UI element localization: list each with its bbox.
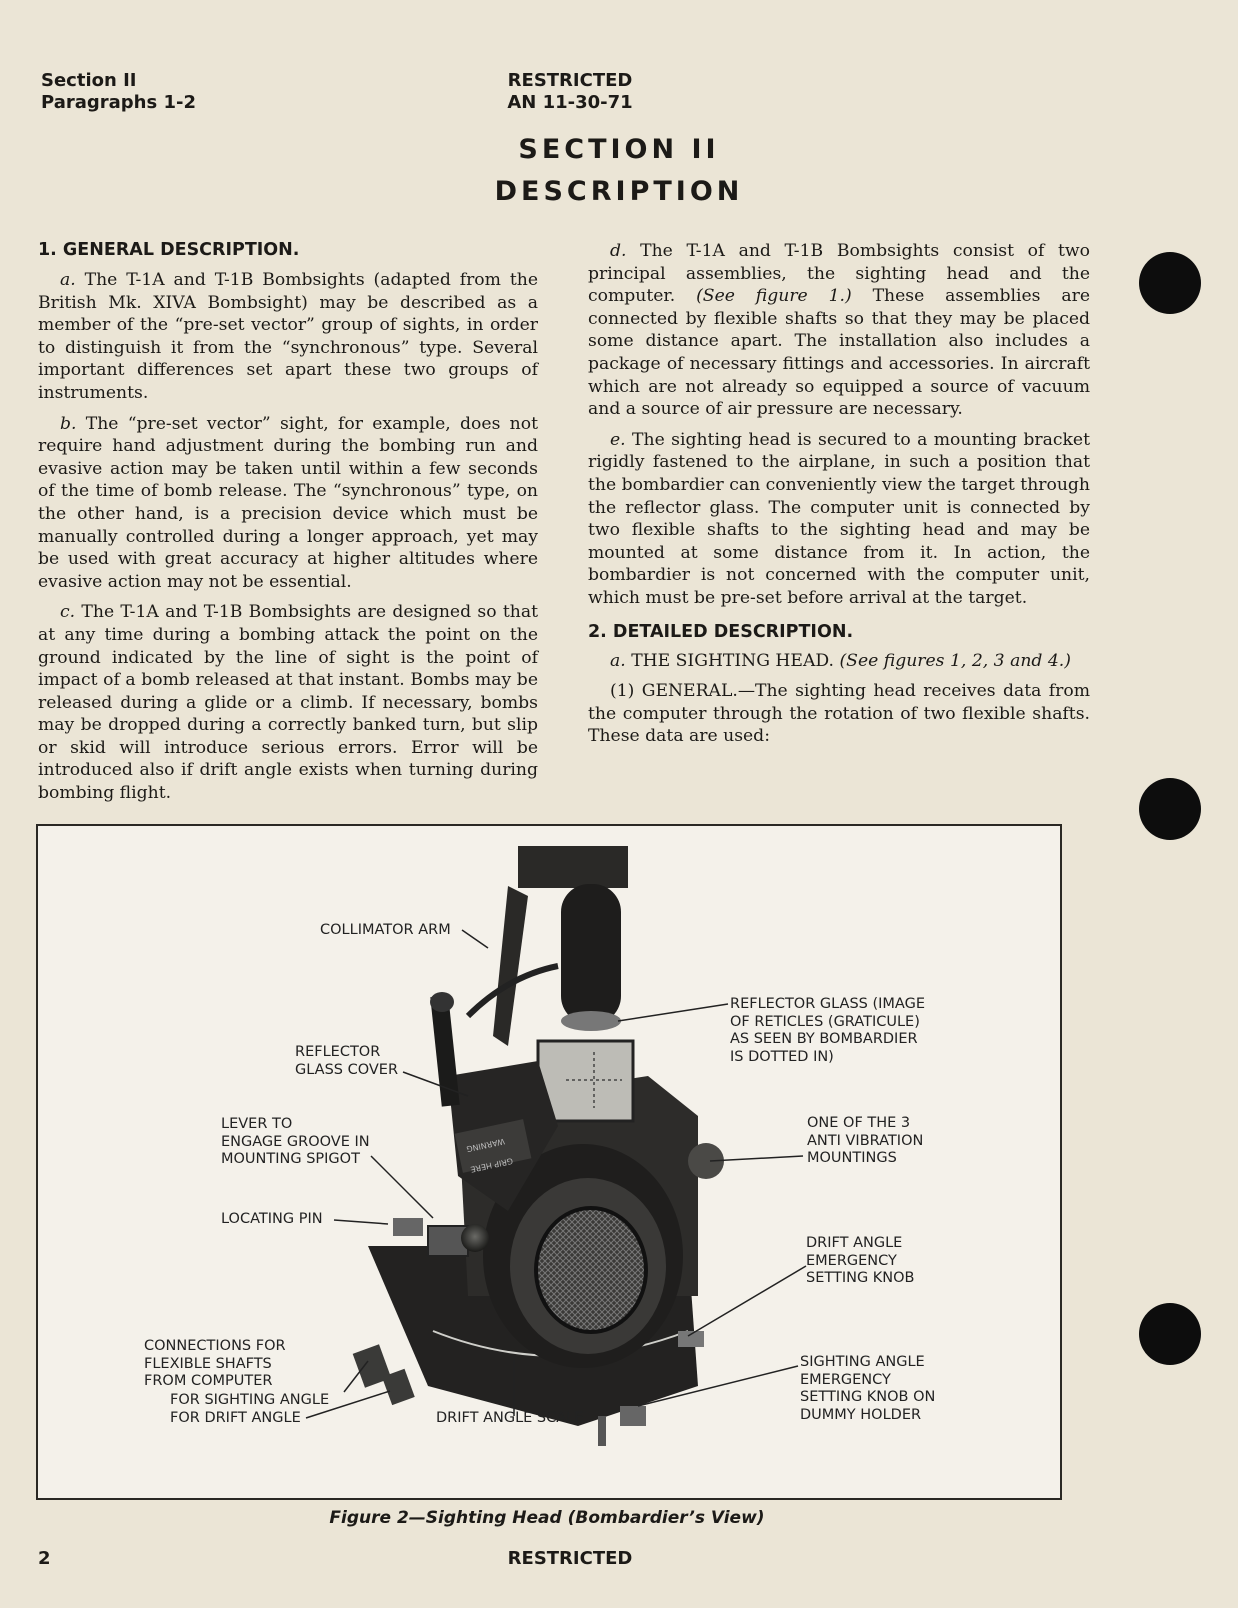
label-lever: LEVER TO ENGAGE GROOVE IN MOUNTING SPIGOT — [221, 1116, 370, 1167]
paragraph-text: THE SIGHTING HEAD. — [631, 650, 834, 671]
header-classification: RESTRICTED — [507, 70, 633, 91]
figure-caption: Figure 2—Sighting Head (Bombardier’s View) — [329, 1508, 765, 1528]
paragraph-text: The “pre-set vector” sight, for example, does not require hand adjustment during the bombing run and evasive action may be taken until within a few seconds of the time of bomb release. The “synchronous” type, on the other hand, is a precision device which must be manually controlled during a longer approach, yet may be used with great accuracy at higher altitudes where evasive action may not be essential. — [38, 413, 538, 592]
label-reflector-glass: REFLECTOR GLASS (IMAGE OF RETICLES (GRATICULE) AS SEEN BY BOMBARDIER IS DOTTED IN) — [730, 996, 925, 1065]
paragraph-marker: a. — [610, 650, 626, 671]
paragraph-text: The T-1A and T-1B Bombsights (adapted from the British Mk. XIVA Bombsight) may be described as a member of the “pre-set vector” group of sights, in order to distinguish it from the “synchronous” type. Several important differences set apart these two groups of instruments. — [38, 270, 539, 403]
punch-hole — [1139, 252, 1201, 314]
label-collimator-arm: COLLIMATOR ARM — [320, 922, 451, 938]
label-locating-pin: LOCATING PIN — [221, 1211, 323, 1227]
sub-paragraph-a — [588, 650, 1090, 673]
figure-reference: (See figures 1, 2, 3 and 4.) — [839, 650, 1071, 671]
figure-reference: (See figure 1.) — [696, 286, 852, 307]
label-anti-vibration: ONE OF THE 3 ANTI VIBRATION MOUNTINGS — [807, 1115, 924, 1166]
paragraph-marker: a. — [60, 270, 76, 290]
plate-warning: WARNING — [465, 1136, 506, 1154]
label-for-drift-angle: FOR DRIFT ANGLE — [170, 1410, 301, 1426]
paragraph-c — [38, 601, 538, 804]
paragraph-marker: e. — [610, 429, 626, 450]
document-number: AN 11-30-71 — [507, 92, 633, 113]
plate-grip-here: GRIP HERE — [469, 1156, 514, 1174]
left-column — [38, 240, 538, 813]
footer-classification: RESTRICTED — [507, 1548, 633, 1569]
label-drift-angle-scale: DRIFT ANGLE SCALE — [436, 1410, 584, 1426]
paragraph-text: The T-1A and T-1B Bombsights are designed so that at any time during a bombing attack the point on the ground indicated by the line of sight is the point of impact of a bomb released at that instant. Bombs may be released during a glide or a climb. If necessary, bombs may be dropped during a correctly banked turn, but slip or skid will introduce serious errors. Error will be introduced also if drift angle exists when turning during bombing flight. — [38, 602, 538, 804]
paragraph-b — [38, 413, 538, 594]
paragraph-text: (1) GENERAL.—The sighting head receives data from the computer through the rotation of two flexible shafts. These data are used: — [588, 681, 1090, 747]
right-column — [588, 240, 1090, 756]
paragraph-text: The T-1A and T-1B Bombsights consist of two principal assemblies, the sighting head and the computer. — [588, 241, 1090, 307]
label-reflector-glass-cover: REFLECTOR GLASS COVER — [295, 1044, 399, 1078]
figure-frame — [36, 824, 1062, 1500]
paragraph-marker: d. — [610, 241, 627, 261]
paragraph-e — [588, 429, 1090, 610]
label-for-sighting-angle: FOR SIGHTING ANGLE — [170, 1392, 330, 1408]
paragraph-marker: c. — [60, 602, 76, 623]
section-label: Section II — [41, 70, 137, 91]
section-heading-detailed: 2. DETAILED DESCRIPTION. — [588, 621, 854, 642]
paragraph-a — [38, 269, 538, 405]
section-heading-general: 1. GENERAL DESCRIPTION. — [38, 240, 300, 260]
paragraphs-label: Paragraphs 1-2 — [41, 92, 196, 113]
section-subtitle: DESCRIPTION — [494, 176, 744, 207]
paragraph-text: The sighting head is secured to a mounting bracket rigidly fastened to the airplane, in such a position that the bombardier can conveniently view the target through the reflector glass. The computer unit is connected by two flexible shafts to the sighting head and may be mounted at some distance from it. In action, the bombardier is not concerned with the computer unit, which must be pre-set before arrival at the target. — [588, 429, 1091, 608]
label-sighting-knob: SIGHTING ANGLE EMERGENCY SETTING KNOB ON DUMMY HOLDER — [800, 1354, 936, 1423]
paragraph-marker: b. — [60, 413, 77, 434]
punch-hole — [1139, 1303, 1201, 1365]
page-number: 2 — [38, 1548, 51, 1569]
section-title: SECTION II — [518, 134, 720, 165]
label-connections: CONNECTIONS FOR FLEXIBLE SHAFTS FROM COMPUTER — [144, 1338, 286, 1389]
sub-paragraph-1 — [588, 680, 1090, 748]
paragraph-d — [588, 240, 1090, 421]
punch-hole — [1139, 778, 1201, 840]
label-drift-knob: DRIFT ANGLE EMERGENCY SETTING KNOB — [806, 1235, 915, 1286]
paragraph-text: These assemblies are connected by flexible shafts so that they may be placed some distance apart. The installation also includes a package of necessary fittings and accessories. In aircraft which are not already so equipped a source of vacuum and a source of air pressure are necessary. — [588, 286, 1090, 420]
